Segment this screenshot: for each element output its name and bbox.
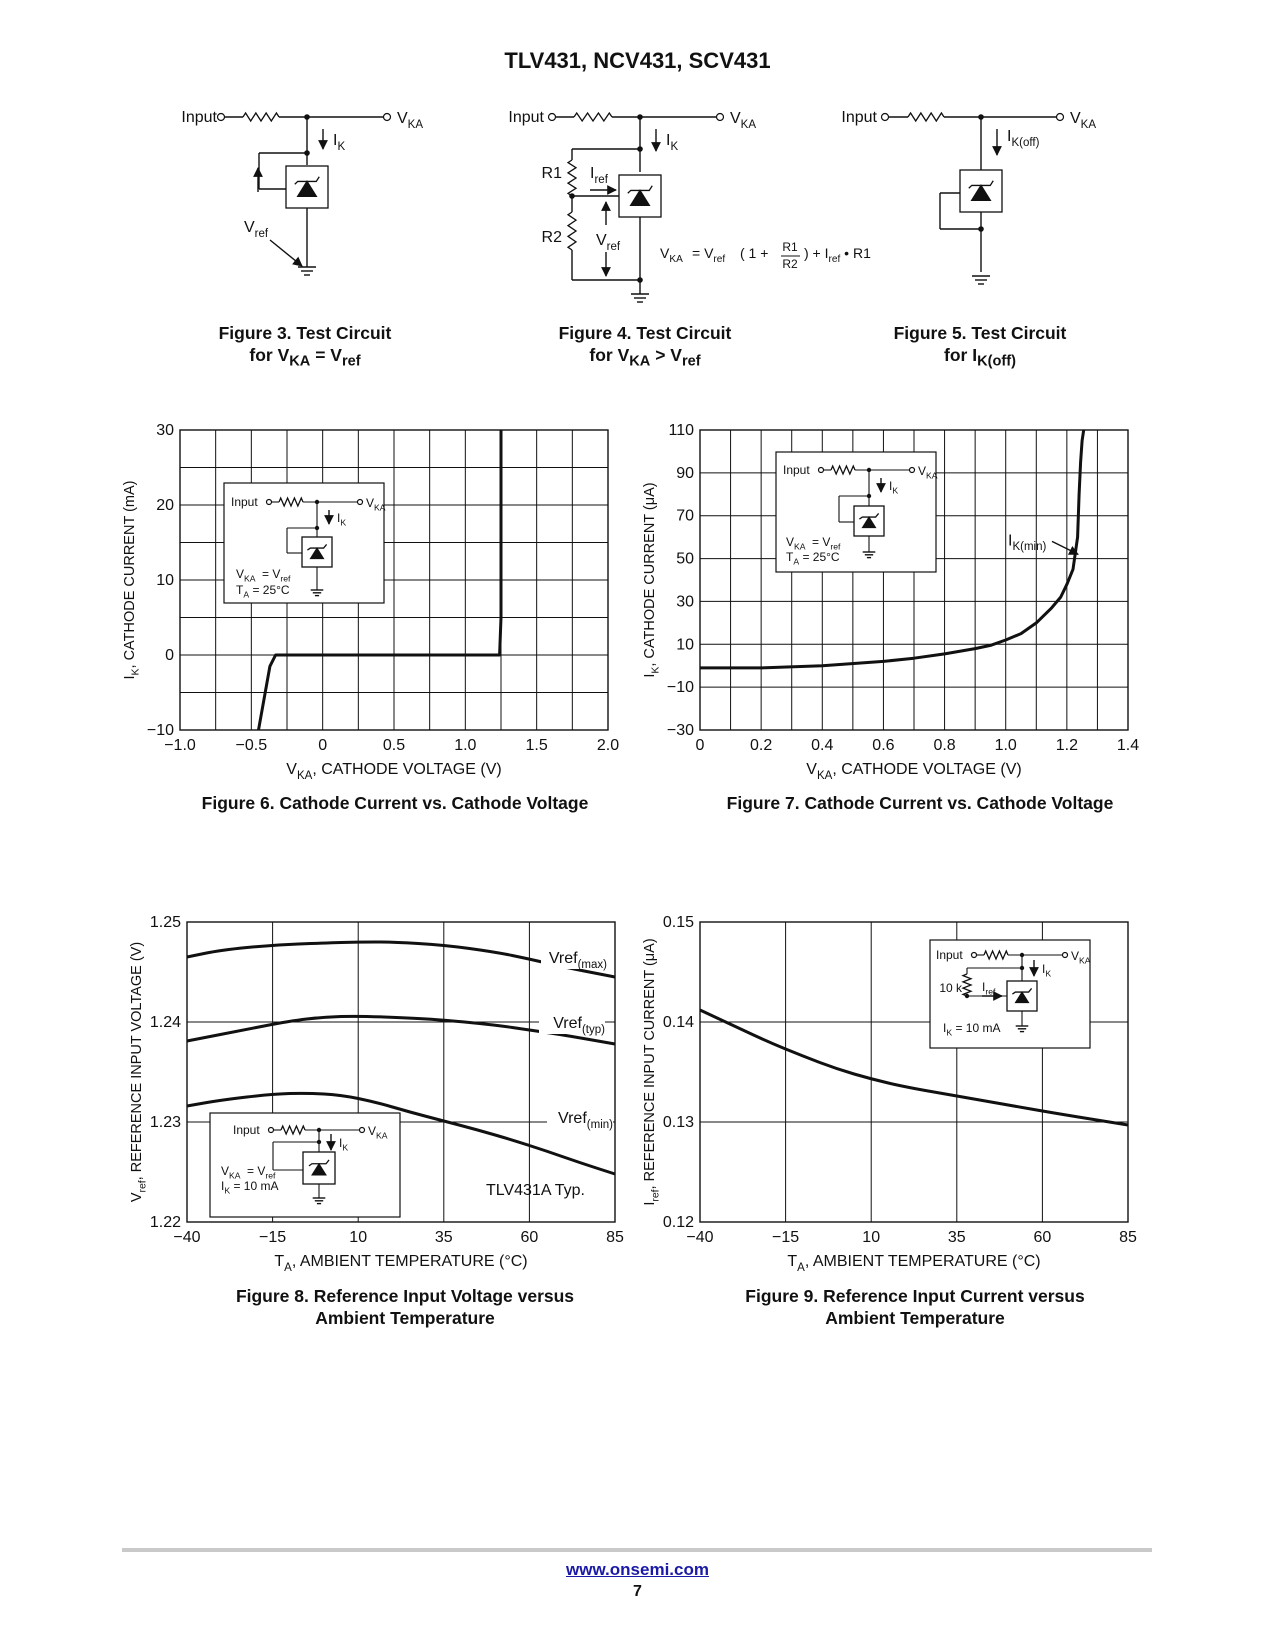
terminal-circle — [819, 468, 824, 473]
x-axis-label-rest: , CATHODE VOLTAGE (V) — [832, 761, 1022, 778]
x-axis-label-main: V — [286, 761, 297, 778]
caption-subscript: KA — [289, 353, 311, 370]
reference-device-icon — [286, 166, 328, 208]
y-axis-label-main: I — [642, 673, 658, 678]
inset-condition-ta-rest: = 25°C — [799, 550, 840, 564]
caption-line: Figure 4. Test Circuit — [558, 323, 732, 343]
inset-resistor-label: 10 k — [939, 981, 962, 995]
vka-label — [730, 110, 756, 131]
footer-link[interactable]: www.onsemi.com — [566, 1560, 709, 1579]
y-tick-label: 1.24 — [149, 1014, 181, 1031]
terminal-circle — [910, 468, 915, 473]
x-tick-label: 0 — [318, 737, 328, 754]
y-tick-label: −10 — [666, 679, 694, 697]
figure-4-circuit — [508, 109, 871, 302]
inset-condition-vka-main: V — [221, 1164, 230, 1178]
inset-vka-label-sub: KA — [376, 1130, 388, 1141]
inset-iref-label-main: I — [982, 980, 986, 994]
ik-label-sub: K(off) — [1011, 136, 1040, 149]
fig9-chart — [642, 914, 1137, 1274]
inset-condition-vka-sub: KA — [244, 573, 256, 584]
inset-device-icon — [854, 506, 884, 536]
series-label-main: Vref — [548, 950, 578, 967]
ground-icon — [631, 294, 649, 302]
inset-ik-label-main: I — [337, 511, 341, 525]
inset-condition-ik-main: I — [221, 1179, 225, 1193]
y-tick-label: 0.12 — [662, 1214, 694, 1231]
inset-vka-label-main: V — [366, 496, 375, 510]
x-tick-label: 2.0 — [596, 737, 620, 754]
caption-line: Ambient Temperature — [315, 1308, 495, 1328]
input-label: Input — [181, 109, 217, 126]
x-tick-label: −1.0 — [164, 737, 196, 754]
figure-3-circuit — [181, 109, 423, 275]
terminal-circle — [1057, 114, 1064, 121]
figure-4-caption — [520, 322, 770, 373]
vref-label-main: V — [244, 219, 255, 236]
caption-line: Figure 8. Reference Input Voltage versus — [235, 1286, 575, 1306]
vref-label-sub: ref — [254, 227, 269, 240]
r1-label: R1 — [541, 165, 562, 182]
inset-input-label: Input — [783, 463, 810, 477]
inset-device-icon — [302, 537, 332, 567]
iref-label — [590, 165, 609, 186]
y-tick-label: 0.15 — [662, 914, 694, 931]
x-tick-label: 85 — [1119, 1229, 1137, 1246]
formula-iref-main: ) + I — [804, 245, 829, 261]
vka-label-main: V — [730, 110, 741, 127]
y-axis-label-main: I — [642, 1201, 658, 1206]
inset-ik-label-main: I — [339, 1136, 343, 1150]
vref-label — [244, 219, 269, 240]
iref-label-main: I — [590, 165, 595, 182]
series-label-main: Vref — [558, 1110, 587, 1127]
y-axis-label-rest: , CATHODE CURRENT (mA) — [122, 480, 138, 669]
y-axis-label — [642, 938, 661, 1205]
inset-condition-vka-main: V — [236, 567, 245, 581]
caption-line — [855, 344, 1105, 373]
chart-note: TLV431A Typ. — [485, 1182, 585, 1199]
inset-condition-ik-rest: = 10 mA — [230, 1179, 279, 1193]
reference-device-icon — [960, 170, 1002, 212]
y-tick-label: 30 — [676, 593, 694, 611]
curve-annotation — [1008, 532, 1047, 553]
inset-condition-vka-sub: KA — [229, 1170, 241, 1181]
terminal-circle — [218, 114, 225, 121]
x-tick-label: −15 — [259, 1229, 287, 1246]
y-tick-label: 0.14 — [662, 1014, 694, 1031]
x-tick-label: 35 — [947, 1229, 966, 1246]
y-tick-label: 90 — [676, 464, 694, 482]
inset-ik-label-main: I — [1042, 962, 1046, 976]
x-tick-label: 60 — [520, 1229, 539, 1246]
y-tick-label: −30 — [666, 722, 694, 739]
inset-condition-vka-main: V — [786, 535, 795, 549]
caption-subscript: ref — [341, 353, 361, 370]
inset-vka-label-main: V — [368, 1124, 377, 1138]
x-axis-label-sub: A — [797, 1261, 805, 1274]
y-axis-label — [122, 481, 141, 680]
x-axis-label — [286, 761, 501, 782]
y-tick-label: 0 — [165, 647, 174, 664]
inset-condition-ta-main: T — [236, 583, 244, 597]
y-tick-label: 1.25 — [149, 914, 181, 931]
inset-input-label: Input — [231, 495, 258, 509]
inset-condition-vka-sub: KA — [794, 541, 806, 552]
inset-input-label: Input — [233, 1123, 260, 1137]
x-axis-label-rest: , AMBIENT TEMPERATURE (°C) — [291, 1253, 528, 1270]
ik-label — [666, 132, 678, 153]
ik-label-main: I — [1007, 128, 1012, 145]
r2-label: R2 — [541, 229, 562, 246]
inset-condition-ta-main: T — [786, 550, 794, 564]
caption-line: Figure 9. Reference Input Current versus — [745, 1286, 1085, 1306]
caption-subscript: ref — [681, 353, 701, 370]
figure-5-circuit — [841, 109, 1096, 284]
x-axis-label — [787, 1253, 1040, 1274]
y-axis-label-sub: ref — [650, 1189, 662, 1202]
caption-line: Ambient Temperature — [825, 1308, 1005, 1328]
vref-label-sub: ref — [606, 240, 621, 253]
resistor-icon — [908, 113, 944, 121]
fig6-chart — [122, 422, 619, 782]
x-axis-label-main: T — [274, 1253, 285, 1270]
vka-label — [397, 110, 423, 131]
inset-device-icon — [1007, 981, 1037, 1011]
vref-label-main: V — [596, 232, 607, 249]
vref-arrow-down — [270, 240, 302, 266]
ik-label-main: I — [333, 132, 338, 149]
figure-9-caption — [690, 1285, 1140, 1329]
y-tick-label: 1.22 — [149, 1214, 181, 1231]
terminal-circle — [1063, 953, 1068, 958]
formula-denominator: R2 — [782, 257, 798, 271]
x-axis-label-sub: KA — [816, 769, 833, 782]
x-tick-label: 60 — [1033, 1229, 1052, 1246]
ik-label — [333, 132, 345, 153]
series-label-main: Vref — [553, 1015, 582, 1032]
x-tick-label: −15 — [772, 1229, 800, 1246]
y-tick-label: 20 — [156, 497, 174, 514]
x-tick-label: 85 — [606, 1229, 624, 1246]
terminal-circle — [549, 114, 556, 121]
inset-vka-label-sub: KA — [1079, 955, 1091, 966]
curve-annotation-main: I — [1008, 532, 1013, 550]
inset-input-label: Input — [936, 948, 963, 962]
x-axis-label-main: T — [787, 1253, 798, 1270]
inset-vka-label-sub: KA — [374, 502, 386, 513]
terminal-circle — [717, 114, 724, 121]
inset-ik-label-sub: K — [342, 1142, 349, 1153]
vka-label-main: V — [397, 110, 408, 127]
x-axis-label-rest: , CATHODE VOLTAGE (V) — [312, 761, 502, 778]
x-tick-label: 0.2 — [750, 737, 773, 754]
figure-8-caption — [180, 1285, 630, 1329]
y-axis-label-main: I — [122, 675, 138, 680]
formula-vka — [660, 245, 683, 265]
page-header: TLV431, NCV431, SCV431 — [504, 48, 771, 73]
curve-annotation-sub: K(min) — [1012, 541, 1047, 554]
figure-8-inset — [210, 1113, 400, 1217]
inset-condition-ta-rest: = 25°C — [249, 583, 290, 597]
x-axis-label — [274, 1253, 527, 1274]
terminal-circle — [384, 114, 391, 121]
x-tick-label: −0.5 — [235, 737, 268, 754]
caption-text: for V — [249, 345, 290, 365]
inset-vka-label-sub: KA — [926, 470, 938, 481]
y-axis-label-main: V — [129, 1192, 145, 1203]
formula-iref-sub: ref — [828, 254, 841, 266]
terminal-circle — [360, 1128, 365, 1133]
x-tick-label: 1.2 — [1055, 737, 1078, 754]
y-axis-label-sub: K — [130, 668, 142, 676]
caption-subscript: K(off) — [977, 353, 1016, 370]
x-tick-label: −40 — [173, 1229, 201, 1246]
y-axis-label — [642, 482, 661, 677]
y-tick-label: 30 — [156, 422, 174, 439]
input-label: Input — [841, 109, 877, 126]
resistor-icon — [574, 113, 612, 121]
inset-device-icon — [303, 1152, 335, 1184]
ik-label-sub: K — [670, 140, 679, 153]
caption-text: for I — [944, 345, 978, 365]
y-tick-label: 50 — [676, 550, 694, 568]
fig7-chart — [642, 422, 1139, 782]
x-tick-label: 10 — [349, 1229, 368, 1246]
terminal-circle — [882, 114, 889, 121]
inset-condition-ik-rest: = 10 mA — [952, 1021, 1001, 1035]
terminal-circle — [269, 1128, 274, 1133]
vka-label-main: V — [1070, 110, 1081, 127]
formula-iref — [804, 245, 871, 265]
vka-label — [1070, 110, 1096, 131]
x-axis-label-sub: KA — [296, 769, 313, 782]
figure-5-caption — [855, 322, 1105, 373]
ik-label-main: I — [666, 132, 671, 149]
y-tick-label: 0.13 — [662, 1114, 694, 1131]
caption-line: Figure 3. Test Circuit — [218, 323, 392, 343]
inset-condition-ta-sub: A — [243, 589, 250, 600]
y-tick-label: 10 — [676, 636, 694, 654]
inset-condition-vref-sub: ref — [830, 541, 841, 552]
x-tick-label: 35 — [434, 1229, 453, 1246]
caption-text: > V — [650, 345, 682, 365]
formula-numerator: R1 — [782, 240, 798, 254]
inset-condition-ik-sub: K — [946, 1027, 953, 1038]
x-tick-label: 0.8 — [933, 737, 956, 754]
x-tick-label: 0.4 — [811, 737, 834, 754]
ground-icon — [298, 267, 316, 275]
figure-7-caption: Figure 7. Cathode Current vs. Cathode Voltage — [726, 793, 1114, 813]
inset-ik-label-main: I — [889, 479, 893, 493]
inset-vka-label-main: V — [918, 464, 927, 478]
x-tick-label: 0.5 — [382, 737, 406, 754]
x-axis-label-main: V — [806, 761, 817, 778]
x-tick-label: 0 — [695, 737, 705, 754]
inset-vka-label-main: V — [1071, 949, 1080, 963]
x-axis-label-rest: , AMBIENT TEMPERATURE (°C) — [804, 1253, 1041, 1270]
fig8-chart — [129, 914, 624, 1274]
figure-6-inset — [224, 483, 386, 603]
footer-divider — [122, 1548, 1152, 1552]
y-tick-label: 110 — [668, 422, 694, 439]
figure-3-caption — [180, 322, 430, 373]
x-tick-label: 1.0 — [454, 737, 477, 754]
vka-label-sub: KA — [740, 118, 757, 131]
formula-iref-rest: • R1 — [840, 245, 871, 261]
y-axis-label-rest: , REFERENCE INPUT CURRENT (μA) — [642, 938, 658, 1190]
x-tick-label: 1.0 — [994, 737, 1017, 754]
inset-condition-vref-sub: ref — [265, 1170, 276, 1181]
caption-line: Figure 5. Test Circuit — [893, 323, 1067, 343]
inset-condition-vref-main: = V — [812, 535, 831, 549]
y-axis-label-rest: , CATHODE CURRENT (μA) — [642, 482, 658, 667]
formula-paren: ( 1 + — [740, 245, 769, 261]
inset-condition-ik-sub: K — [224, 1185, 231, 1196]
y-tick-label: 1.23 — [149, 1114, 181, 1131]
inset-iref-label-sub: ref — [985, 986, 996, 997]
iref-label-sub: ref — [594, 173, 608, 186]
inset-ik-label-sub: K — [892, 485, 899, 496]
inset-condition-ik-main: I — [943, 1021, 947, 1035]
x-tick-label: 1.4 — [1116, 737, 1140, 754]
y-tick-label: 10 — [156, 572, 174, 589]
ground-icon — [972, 276, 990, 284]
y-axis-label — [129, 942, 148, 1202]
y-axis-label-rest: , REFERENCE INPUT VOLTAGE (V) — [129, 941, 145, 1181]
vref-label — [596, 232, 621, 253]
vka-label-sub: KA — [1080, 118, 1097, 131]
ik-label-sub: K — [337, 140, 346, 153]
caption-text: = V — [310, 345, 342, 365]
y-axis-label-sub: K — [650, 666, 662, 674]
resistor-r2-icon — [568, 212, 576, 250]
terminal-circle — [267, 500, 272, 505]
inset-condition-vref-sub: ref — [280, 573, 291, 584]
resistor-r1-icon — [568, 160, 576, 196]
formula-vref — [692, 245, 725, 265]
ik-label — [1007, 128, 1040, 149]
annotation-leader — [1052, 541, 1078, 554]
x-tick-label: −40 — [686, 1229, 714, 1246]
vka-label-sub: KA — [407, 118, 424, 131]
figure-7-inset — [776, 452, 938, 572]
input-label: Input — [508, 109, 544, 126]
inset-ik-label-sub: K — [1045, 968, 1052, 979]
formula-vref-sub: ref — [713, 254, 726, 266]
caption-line — [520, 344, 770, 373]
formula-vka-sub: KA — [669, 254, 683, 266]
terminal-circle — [358, 500, 363, 505]
formula-vka-main: V — [660, 245, 670, 261]
caption-text: for V — [589, 345, 630, 365]
x-axis-label — [806, 761, 1021, 782]
y-tick-label: −10 — [146, 722, 174, 739]
x-axis-label-sub: A — [284, 1261, 292, 1274]
formula-vref-main: = V — [692, 245, 714, 261]
figure-6-caption: Figure 6. Cathode Current vs. Cathode Voltage — [201, 793, 589, 813]
x-tick-label: 10 — [862, 1229, 881, 1246]
terminal-circle — [972, 953, 977, 958]
x-tick-label: 0.6 — [872, 737, 895, 754]
inset-ik-label-sub: K — [340, 517, 347, 528]
caption-line — [180, 344, 430, 373]
page-number: 7 — [633, 1583, 642, 1600]
resistor-icon — [243, 113, 279, 121]
y-tick-label: 70 — [676, 507, 694, 525]
junction-dot — [637, 277, 643, 283]
x-tick-label: 1.5 — [525, 737, 548, 754]
inset-condition-vref-main: = V — [262, 567, 281, 581]
reference-device-icon — [619, 175, 661, 217]
inset-condition-vref-main: = V — [247, 1164, 266, 1178]
series-label-sub: (typ) — [581, 1023, 605, 1036]
figure-9-inset — [930, 940, 1091, 1048]
series-label-sub: (max) — [577, 958, 607, 971]
series-label-sub: (min) — [586, 1118, 613, 1131]
y-axis-label-sub: ref — [137, 1180, 149, 1193]
caption-subscript: KA — [629, 353, 651, 370]
inset-condition-ta-sub: A — [793, 556, 800, 567]
